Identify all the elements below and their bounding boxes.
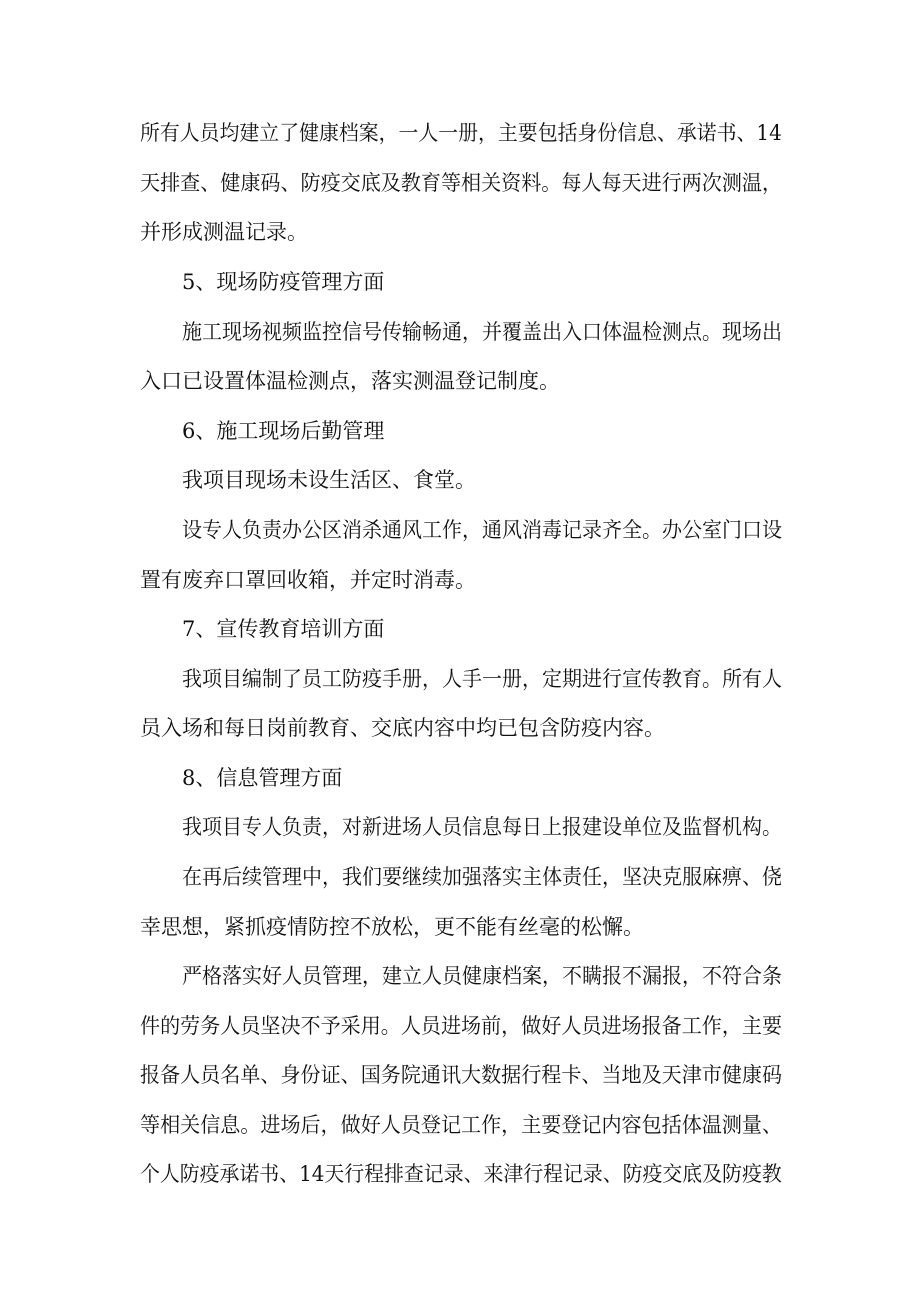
section-heading-5: 5、现场防疫管理方面 [182,270,385,294]
body-text-line: 员入场和每日岗前教育、交底内容中均已包含防疫内容。 [140,716,665,740]
body-text-line: 设专人负责办公区消杀通风工作，通风消毒记录齐全。办公室门口设 [182,518,783,542]
body-text-line: 施工现场视频监控信号传输畅通，并覆盖出入口体温检测点。现场出 [182,320,783,344]
body-text-line: 在再后续管理中，我们要继续加强落实主体责任，坚决克服麻痹、侥 [182,865,783,889]
body-text-line: 天排查、健康码、防疫交底及教育等相关资料。每人每天进行两次测温， [140,171,783,195]
body-text-line: 我项目专人负责，对新进场人员信息每日上报建设单位及监督机构。 [182,815,783,839]
body-text-line: 我项目编制了员工防疫手册，人手一册，定期进行宣传教育。所有人 [182,667,783,691]
body-text-line: 幸思想，紧抓疫情防控不放松，更不能有丝毫的松懈。 [140,915,644,939]
body-text-line: 并形成测温记录。 [140,220,308,244]
body-text-line: 严格落实好人员管理，建立人员健康档案，不瞒报不漏报，不符合条 [182,964,783,988]
section-heading-6: 6、施工现场后勤管理 [182,419,385,443]
body-text-line: 件的劳务人员坚决不予采用。人员进场前，做好人员进场报备工作，主要 [140,1014,783,1038]
body-text-line: 置有废弃口罩回收箱，并定时消毒。 [140,568,476,592]
body-text-line: 个人防疫承诺书、14天行程排查记录、来津行程记录、防疫交底及防疫教 [140,1162,782,1186]
section-heading-7: 7、宣传教育培训方面 [182,617,385,641]
body-text-line: 所有人员均建立了健康档案，一人一册，主要包括身份信息、承诺书、14 [140,121,782,145]
body-text-line: 入口已设置体温检测点，落实测温登记制度。 [140,369,560,393]
body-text-line: 报备人员名单、身份证、国务院通讯大数据行程卡、当地及天津市健康码 [140,1063,783,1087]
section-heading-8: 8、信息管理方面 [182,766,343,790]
body-text-line: 等相关信息。进场后，做好人员登记工作，主要登记内容包括体温测量、 [140,1113,783,1137]
body-text-line: 我项目现场未设生活区、食堂。 [182,468,476,492]
